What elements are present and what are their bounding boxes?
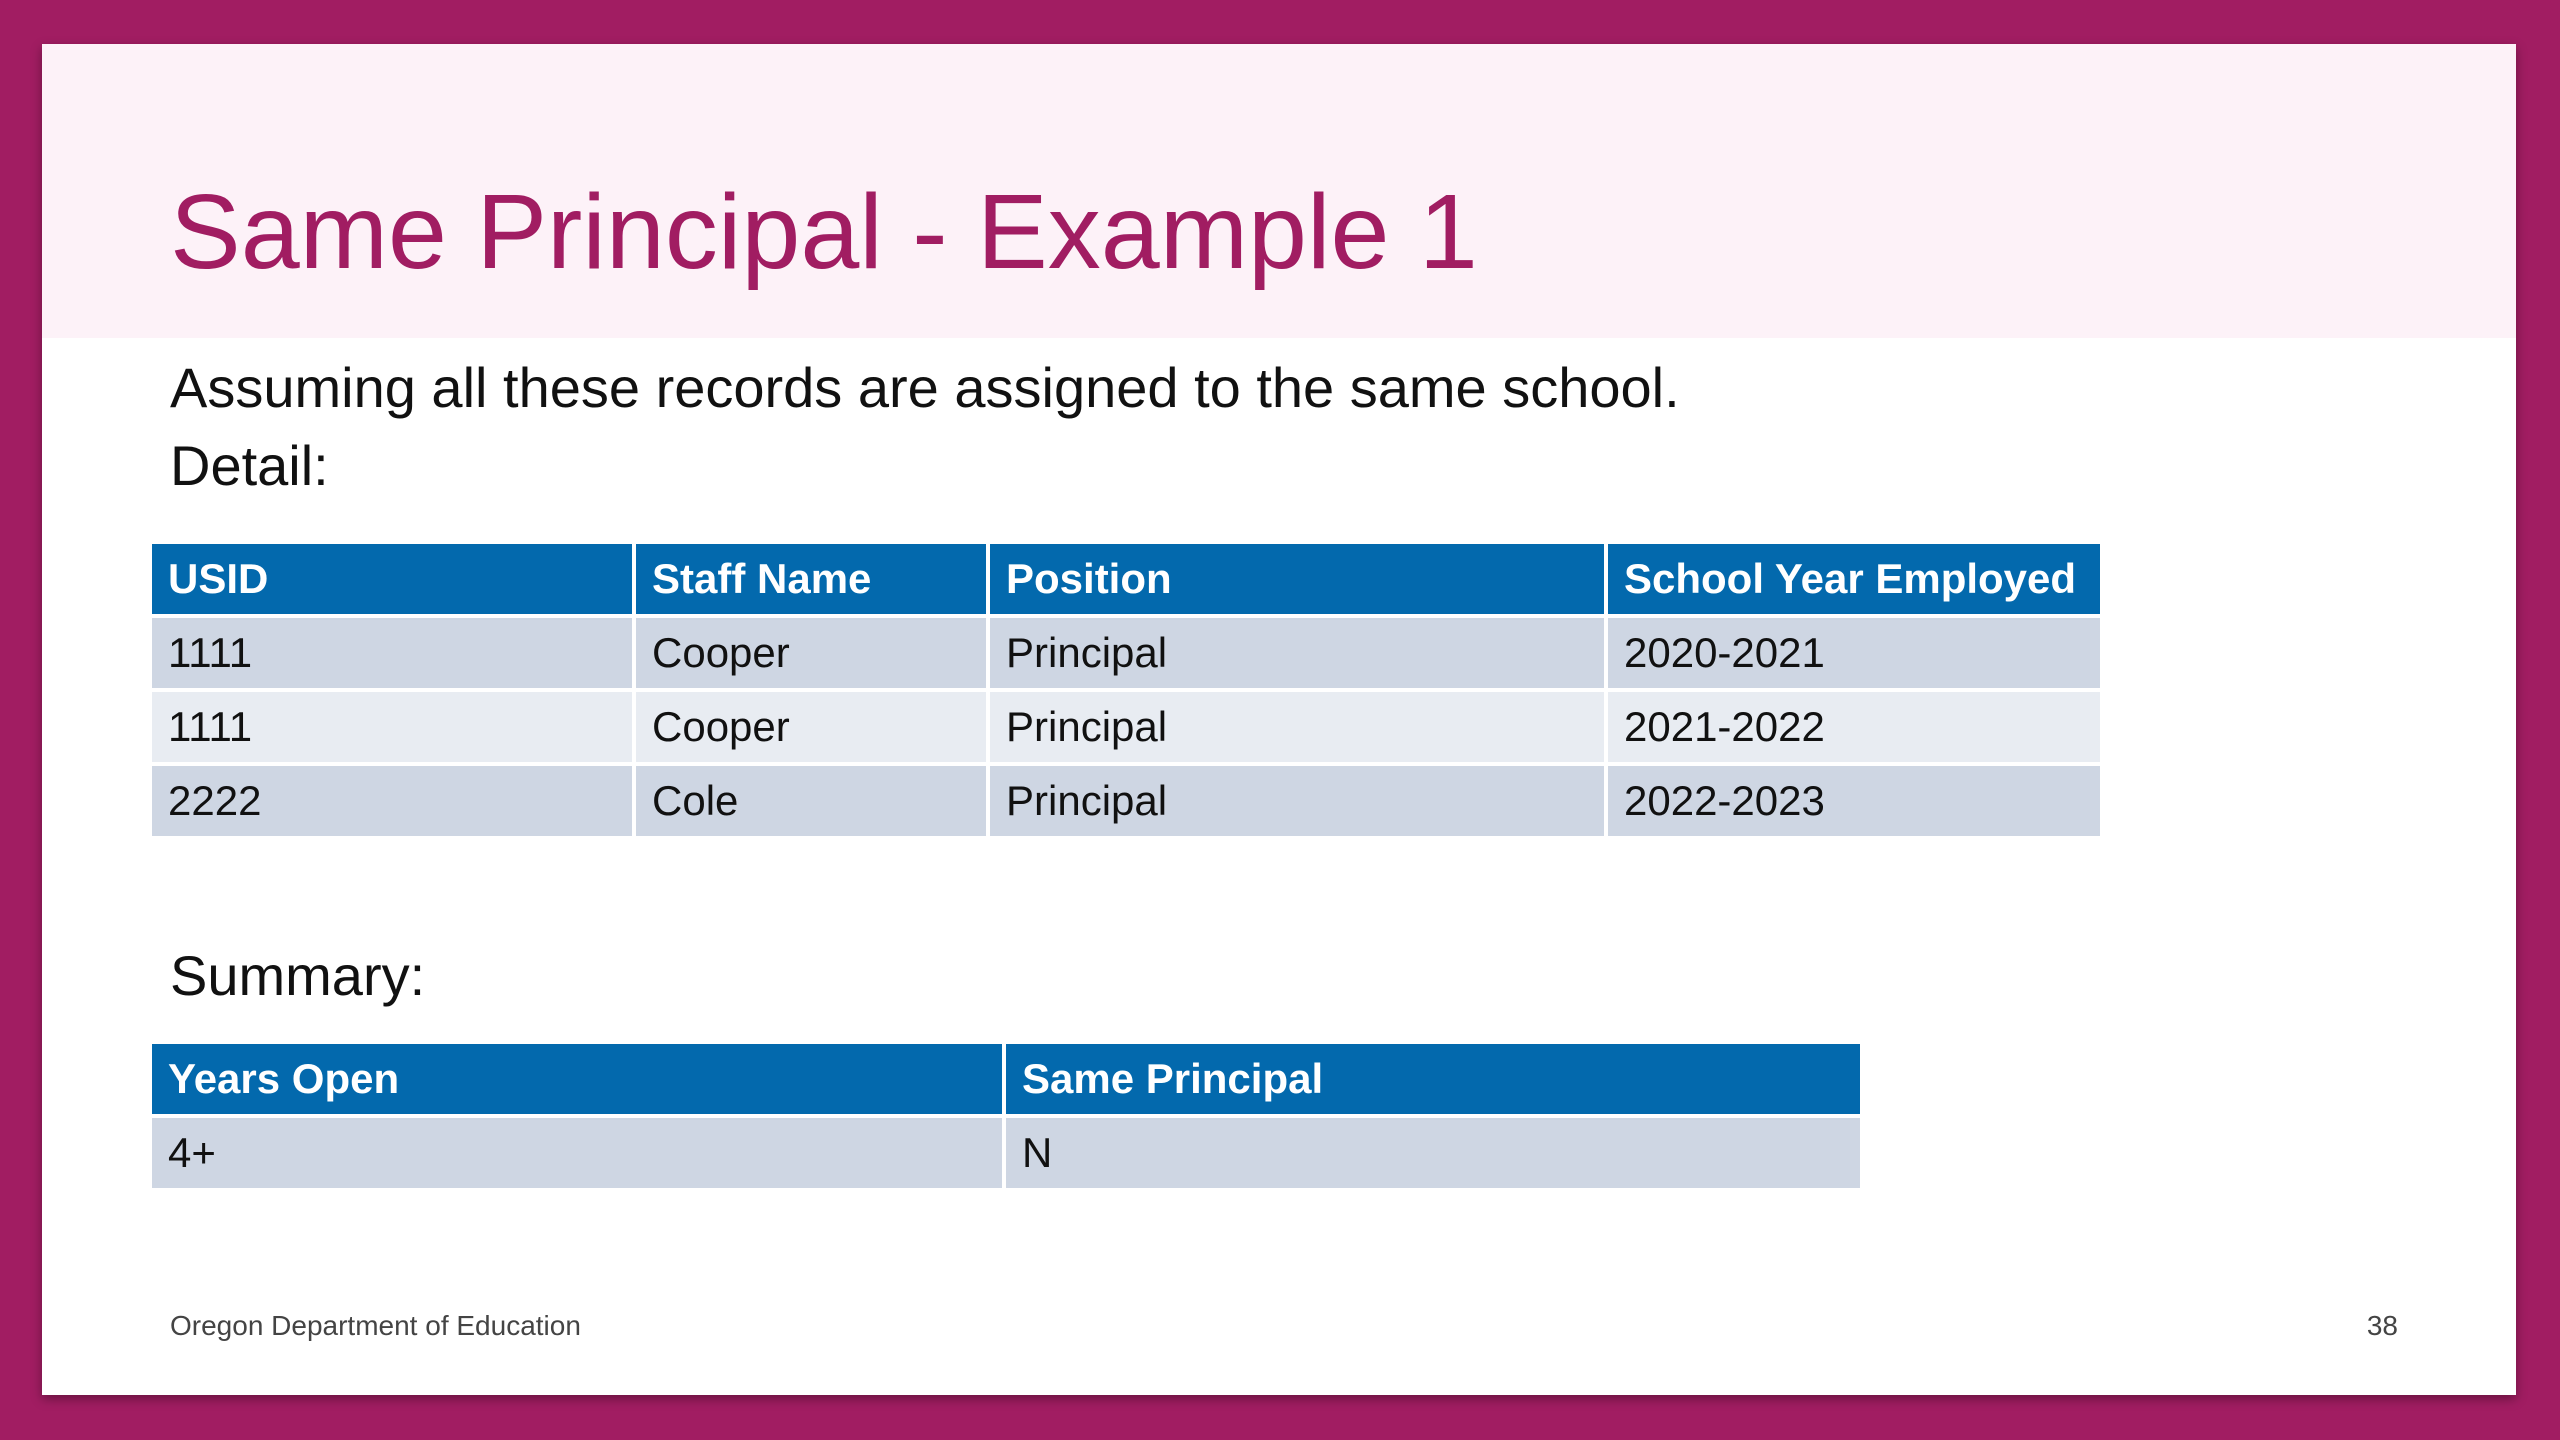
table-row bbox=[152, 766, 2100, 836]
table-row bbox=[152, 618, 2100, 688]
staff-name-cell: Cooper bbox=[636, 618, 986, 688]
staff-name-cell: Cole bbox=[636, 766, 986, 836]
footer-organization: Oregon Department of Education bbox=[170, 1310, 581, 1341]
school-year-cell: 2020-2021 bbox=[1608, 618, 2100, 688]
position-cell: Principal bbox=[990, 766, 1604, 836]
detail-table bbox=[148, 540, 2104, 840]
table-row bbox=[152, 692, 2100, 762]
position-cell: Principal bbox=[990, 692, 1604, 762]
column-header-usid: USID bbox=[152, 544, 632, 614]
column-header-position: Position bbox=[990, 544, 1604, 614]
slide bbox=[42, 44, 2516, 1395]
detail-table-header-row bbox=[152, 544, 2100, 614]
column-header-school-year: School Year Employed bbox=[1608, 544, 2100, 614]
slide-title: Same Principal - Example 1 bbox=[170, 173, 1478, 291]
usid-cell: 2222 bbox=[152, 766, 632, 836]
column-header-years-open: Years Open bbox=[152, 1044, 1002, 1114]
years-open-cell: 4+ bbox=[152, 1118, 1002, 1188]
page-number: 38 bbox=[2366, 1310, 2398, 1341]
usid-cell: 1111 bbox=[152, 618, 632, 688]
school-year-cell: 2021-2022 bbox=[1608, 692, 2100, 762]
intro-text: Assuming all these records are assigned to the same school. bbox=[170, 356, 1680, 419]
summary-table bbox=[148, 1040, 1864, 1192]
summary-table-header-row bbox=[152, 1044, 1860, 1114]
position-cell: Principal bbox=[990, 618, 1604, 688]
column-header-staff-name: Staff Name bbox=[636, 544, 986, 614]
usid-cell: 1111 bbox=[152, 692, 632, 762]
school-year-cell: 2022-2023 bbox=[1608, 766, 2100, 836]
detail-label: Detail: bbox=[170, 434, 329, 497]
same-principal-cell: N bbox=[1006, 1118, 1860, 1188]
table-row bbox=[152, 1118, 1860, 1188]
column-header-same-principal: Same Principal bbox=[1006, 1044, 1860, 1114]
staff-name-cell: Cooper bbox=[636, 692, 986, 762]
summary-label: Summary: bbox=[170, 944, 426, 1007]
